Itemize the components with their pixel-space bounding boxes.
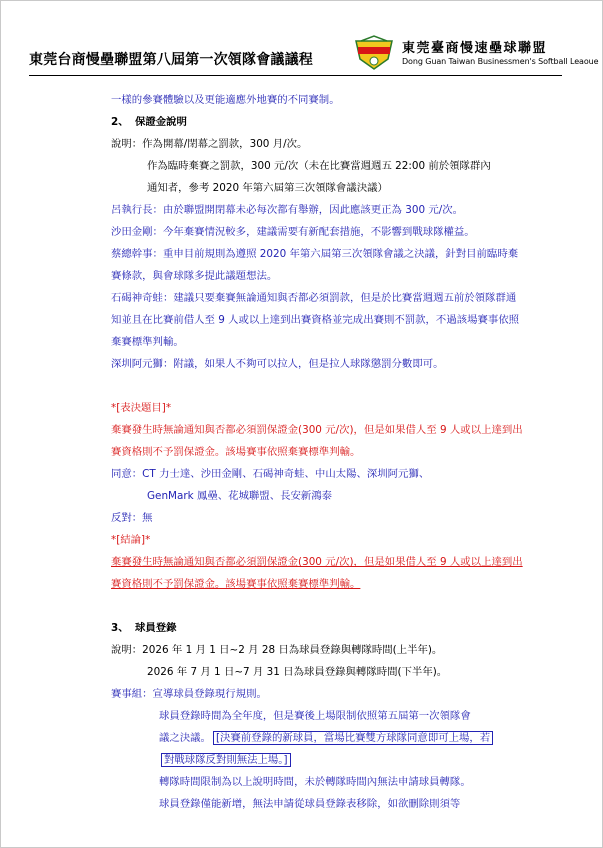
conclusion-label: *[結論]* [111,534,151,546]
text-line: 呂執行長：由於聯盟開閉幕未必每次都有舉辦，因此應該更正為 300 元/次。 [111,204,464,216]
text-line: 反對：無 [111,512,153,524]
page-header [29,35,599,76]
section-heading [111,617,581,639]
league-logo [352,35,599,75]
text-line: 2026 年 7 月 1 日~7 月 31 日為球員登錄與轉隊時間(下半年)。 [147,666,448,678]
text-line: GenMark 鳳壘、花城聯盟、長安新鴻泰 [147,490,333,502]
conclusion-text: 賽資格則不予罰保證金。該場賽事依照棄賽標準判輸。 [111,578,361,590]
text-line: 賽事組：宣導球員登錄現行規則。 [111,688,267,700]
text-line: 深圳阿元獅：附議，如果人不夠可以拉人，但是拉人球隊懲罰分數即可。 [111,358,444,370]
text-line: 棄賽發生時無論通知與否都必須罰保證金(300 元/次)，但是如果借人至 9 人或以上達到出 [111,424,523,436]
text-line: 同意：CT 力士達、沙田金剛、石碣神奇蛙、中山太陽、深圳阿元獅、 [111,468,430,480]
document-title: 東莞台商慢壘聯盟第八屆第一次領隊會議議程 [29,52,313,68]
document-body [111,89,581,815]
text-line: 賽資格則不予罰保證金。該場賽事依照棄賽標準判輸。 [111,446,361,458]
section-number: 2、 [111,116,129,128]
boxed-note: [決賽前登錄的新球員，當場比賽雙方球隊同意即可上場，若 [213,731,493,745]
text-line: 蔡總幹事：重申目前規則為遵照 2020 年第六屆第三次領隊會議之決議，針對目前臨時棄 [111,248,519,260]
section-heading [111,111,581,133]
text-line: 說明：2026 年 1 月 1 日~2 月 28 日為球員登錄與轉隊時間(上半年)。 [111,644,443,656]
text-line: 賽條款，與會球隊多提此議題想法。 [111,270,278,282]
section-number: 3、 [111,622,129,634]
text-line [111,749,581,771]
text-line: 知並且在比賽前借人至 9 人或以上達到出賽資格並完成出賽則不罰款，不過該場賽事依照 [111,314,520,326]
section-title: 保證金說明 [135,116,187,128]
boxed-note: 對戰球隊反對則無法上場。] [161,753,291,767]
text-line [111,551,581,573]
text-line: 石碣神奇蛙：建議只要棄賽無論通知與否都必須罰款，但是於比賽當週週五前於領隊群通 [111,292,517,304]
text-fragment: 議之決議。 [159,732,211,744]
text-line: 球員登錄時間為全年度，但是賽後上場限制依照第五屆第一次領隊會 [159,710,471,722]
conclusion-text: 棄賽發生時無論通知與否都必須罰保證金(300 元/次)，但是如果借人至 9 人或以上達到出 [111,556,523,568]
vote-topic-label: *[表決題目]* [111,402,172,414]
text-line: 作為臨時棄賽之罰款，300 元/次（未在比賽當週週五 22:00 前於領隊群內 [147,160,491,172]
text-line: 棄賽標準判輸。 [111,336,184,348]
section-title: 球員登錄 [135,622,177,634]
blank-line [111,375,581,397]
text-line: 說明：作為開幕/閉幕之罰款，300 月/次。 [111,138,308,150]
text-line: 球員登錄僅能新增，無法申請從球員登錄表移除，如欲刪除則須等 [159,798,461,810]
text-line [111,573,581,595]
org-name-english: Dong Guan Taiwan Businessmen's Softball Leaoue [402,57,599,66]
text-line: 一樣的參賽體驗以及更能適應外地賽的不同賽制。 [111,94,340,106]
org-name-chinese: 東莞臺商慢速壘球聯盟 [402,41,548,56]
text-line: 通知者，參考 2020 年第六屆第三次領隊會議決議） [147,182,388,194]
softball-emblem-icon [352,35,396,71]
text-line [111,727,581,749]
text-line: 沙田金剛：今年棄賽情況較多，建議需要有新配套措施，不影響到戰球隊權益。 [111,226,475,238]
blank-line [111,595,581,617]
text-line: 轉隊時間限制為以上說明時間，未於轉隊時間內無法申請球員轉隊。 [159,776,471,788]
